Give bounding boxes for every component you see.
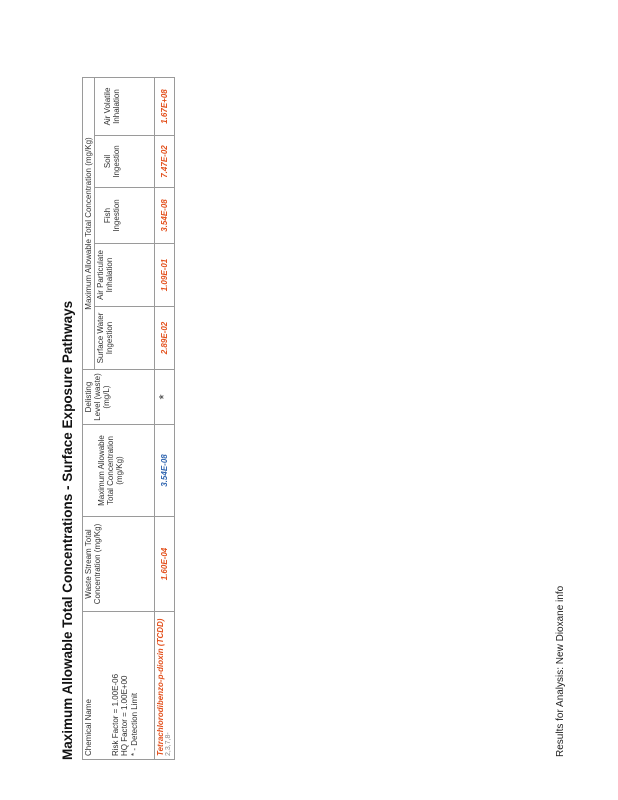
group-header: Maximum Allowable Total Concentration (mg/Kg) [83,78,95,370]
surface-water-value: 2.89E-02 [155,307,175,370]
footer-note: Results for Analysis: New Dioxane info [555,585,566,757]
hq-factor: HQ Factor = 1.00E+00 [120,675,130,756]
rotated-page [60,60,180,760]
chemical-header-cell [83,612,155,760]
air-particulate-header: Air Particulate Inhalation [95,244,155,307]
max-allowable-header: Maximum Allowable Total Concentration (mg/Kg) [83,425,155,517]
waste-stream-value: 1.60E-04 [155,517,175,612]
table-row [155,78,175,760]
concentration-table [82,77,175,760]
chemical-name: Tetrachlorodibenzo-p-dioxin (TCDD) [156,618,166,756]
chemical-prefix: 2,3,7,8- [165,732,173,756]
surface-water-header: Surface Water Ingestion [95,307,155,370]
air-volatile-header: Air Volatile Inhalation [95,78,155,136]
max-allowable-value: 3.54E-08 [155,425,175,517]
delisting-value: * [155,370,175,425]
header-row-group [83,78,95,760]
delisting-header: Delisting Level (waste) (mg/L) [83,370,155,425]
soil-value: 7.47E-02 [155,136,175,188]
soil-header: Soil Ingestion [95,136,155,188]
fish-value: 3.54E-08 [155,188,175,244]
page-title: Maximum Allowable Total Concentrations - Surface Exposure Pathways [60,300,75,760]
detection-limit-note: * - Detection Limit [129,692,139,756]
air-particulate-value: 1.09E-01 [155,244,175,307]
air-volatile-value: 1.67E+08 [155,78,175,136]
risk-factor: Risk Factor = 1.00E-06 [111,673,121,756]
waste-stream-header: Waste Stream Total Concentration (mg/Kg) [83,517,155,612]
chemical-cell [155,612,175,760]
fish-header: Fish Ingestion [95,188,155,244]
chemical-header: Chemical Name [84,699,93,756]
